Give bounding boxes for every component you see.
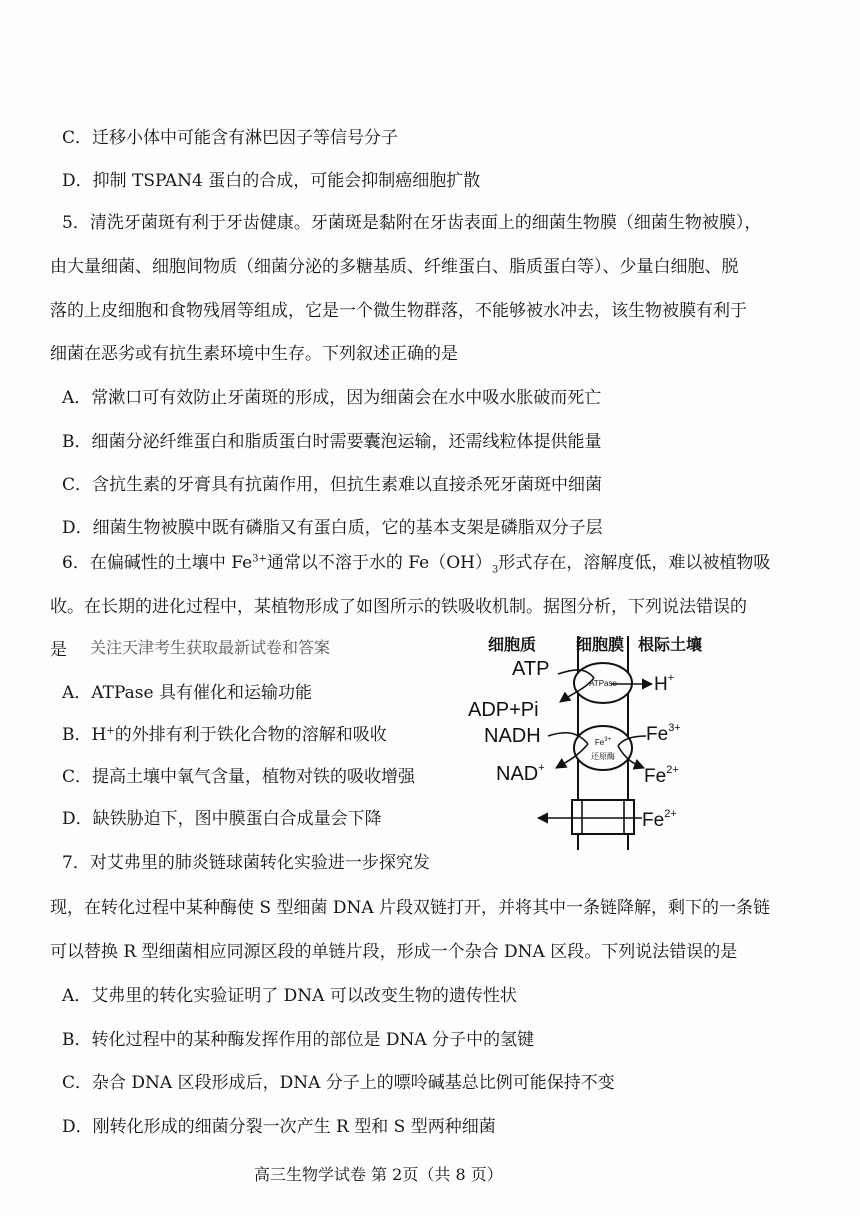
q6-oh-subscript: 3 xyxy=(492,564,499,576)
q7-option-c: C．杂合 DNA 区段形成后，DNA 分子上的嘌呤碱基总比例可能保持不变 xyxy=(62,1073,615,1093)
h-ion-symbol: H xyxy=(654,674,668,695)
fe2-soil-label xyxy=(642,808,677,831)
page-footer: 高三生物学试卷 第 2页（共 8 页） xyxy=(254,1165,503,1184)
q6-stem-line-3: 是 xyxy=(50,640,67,660)
q4-option-d: D．抑制 TSPAN4 蛋白的合成，可能会抑制癌细胞扩散 xyxy=(62,171,481,191)
q6-stem-part-2: 通常以不溶于水的 Fe（OH） xyxy=(266,553,492,573)
fe2-soil-charge: 2+ xyxy=(664,808,677,820)
reductase-fe: Fe xyxy=(594,738,605,747)
q5-option-c: C．含抗生素的牙膏具有抗菌作用，但抗生素难以直接杀死牙菌斑中细菌 xyxy=(62,475,603,495)
iron-uptake-diagram xyxy=(466,628,726,858)
fe3-charge: 3+ xyxy=(668,722,681,734)
atpase-label: ATPase xyxy=(589,679,617,688)
fe3-label xyxy=(646,722,681,745)
watermark-text: 关注天津考生获取最新试卷和答案 xyxy=(90,638,331,657)
q6-stem-part-1: 6．在偏碱性的土壤中 Fe xyxy=(62,553,253,573)
q5-stem-line-2: 由大量细菌、细胞间物质（细菌分泌的多糖基质、纤维蛋白、脂质蛋白等）、少量白细胞、脱 xyxy=(50,257,739,277)
q6-stem-part-3: 形式存在，溶解度低，难以被植物吸 xyxy=(498,553,771,573)
label-membrane: 细胞膜 xyxy=(576,637,625,654)
q7-option-b: B．转化过程中的某种酶发挥作用的部位是 DNA 分子中的氢键 xyxy=(62,1030,535,1050)
q6-option-b-charge: + xyxy=(106,725,115,737)
q7-stem-line-3: 可以替换 R 型细菌相应同源区段的单链片段，形成一个杂合 DNA 区段。下列说法错误的是 xyxy=(50,942,738,962)
adp-label: ADP+Pi xyxy=(468,699,539,721)
q4-option-c: C．迁移小体中可能含有淋巴因子等信号分子 xyxy=(62,128,399,148)
fe2-soil-symbol: Fe xyxy=(642,810,665,831)
nad-label xyxy=(496,762,545,785)
q6-option-b-text: 的外排有利于铁化合物的溶解和吸收 xyxy=(114,725,387,745)
fe2-charge: 2+ xyxy=(666,764,679,776)
fe2-symbol: Fe xyxy=(644,766,667,787)
q6-stem-line-1 xyxy=(62,552,770,574)
q6-fe3-charge: 3+ xyxy=(252,553,267,565)
q5-stem-line-1: 5．清洗牙菌斑有利于牙齿健康。牙菌斑是黏附在牙齿表面上的细菌生物膜（细菌生物被膜）， xyxy=(62,213,762,233)
q7-stem-line-1: 7．对艾弗里的肺炎链球菌转化实验进一步探究发 xyxy=(62,853,430,873)
q6-option-c: C．提高土壤中氧气含量，植物对铁的吸收增强 xyxy=(62,767,416,787)
q6-option-a: A．ATPase 具有催化和运输功能 xyxy=(62,683,312,703)
q5-option-a: A．常漱口可有效防止牙菌斑的形成，因为细菌会在水中吸水胀破而死亡 xyxy=(62,388,602,408)
label-cytoplasm: 细胞质 xyxy=(488,637,537,654)
label-soil: 根际土壤 xyxy=(638,637,703,654)
h-ion-label xyxy=(654,672,674,695)
q5-stem-line-4: 细菌在恶劣或有抗生素环境中生存。下列叙述正确的是 xyxy=(50,344,458,364)
nadh-label: NADH xyxy=(484,725,541,747)
q6-option-b-prefix: B．H xyxy=(62,725,107,745)
q7-option-a: A．艾弗里的转化实验证明了 DNA 可以改变生物的遗传性状 xyxy=(62,986,517,1006)
fe3-reductase-protein xyxy=(574,726,632,770)
reductase-bottom-label: 还原酶 xyxy=(591,752,615,761)
q5-option-d: D．细菌生物被膜中既有磷脂又有蛋白质，它的基本支架是磷脂双分子层 xyxy=(62,518,603,538)
q6-stem-line-2: 收。在长期的进化过程中，某植物形成了如图所示的铁吸收机制。据图分析，下列说法错误的 xyxy=(50,597,747,617)
h-ion-charge: + xyxy=(667,672,675,684)
q7-option-d: D．刚转化形成的细菌分裂一次产生 R 型和 S 型两种细菌 xyxy=(62,1117,496,1137)
q5-option-b: B．细菌分泌纤维蛋白和脂质蛋白时需要囊泡运输，还需线粒体提供能量 xyxy=(62,432,602,452)
q5-stem-line-3: 落的上皮细胞和食物残屑等组成，它是一个微生物群落，不能够被水冲去，该生物被膜有利于 xyxy=(50,301,747,321)
q6-option-d: D．缺铁胁迫下，图中膜蛋白合成量会下降 xyxy=(62,809,382,829)
fe3-symbol: Fe xyxy=(646,724,669,745)
reductase-fe-charge: 3+ xyxy=(604,737,612,743)
nad-charge: + xyxy=(538,762,545,774)
q6-option-b xyxy=(62,724,387,746)
nad-symbol: NAD xyxy=(496,763,539,785)
atp-label: ATP xyxy=(512,658,550,680)
q7-stem-line-2: 现，在转化过程中某种酶使 S 型细菌 DNA 片段双链打开，并将其中一条链降解，剩下的一条链 xyxy=(50,898,771,918)
fe2-label xyxy=(644,764,679,787)
